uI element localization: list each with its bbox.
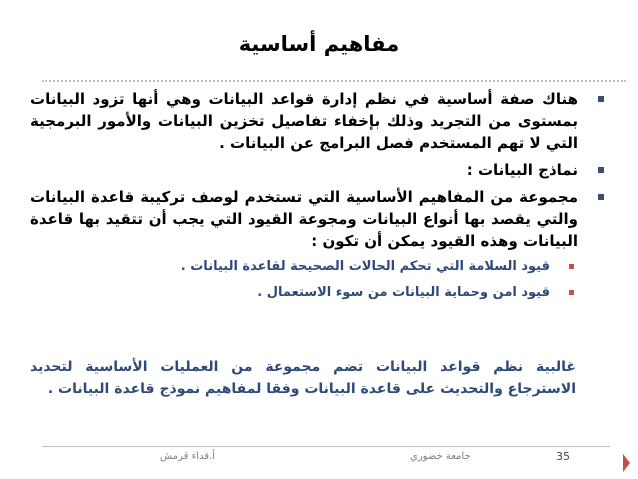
bullet-item (30, 159, 606, 181)
sub-bullet-item (30, 283, 606, 303)
sub-bullet-text: قيود امن وحماية البيانات من سوء الاستعمال . (257, 285, 550, 300)
slide-content (30, 88, 606, 309)
conclusion-text: غالبية نظم قواعد البيانات تضم مجموعة من العمليات الأساسية لتحديد الاسترجاع والتحديث على قاعدة البيانات وفقا لمفاهيم نموذج قاعدة البيانات . (30, 359, 576, 397)
bullet-item (30, 186, 606, 252)
square-bullet-icon (598, 167, 604, 173)
bullet-text: نماذج البيانات : (466, 161, 578, 179)
bullet-item (30, 88, 606, 154)
square-bullet-icon (569, 264, 574, 269)
bullet-text: مجموعة من المفاهيم الأساسية التي تستخدم لوصف تركيبة قاعدة البيانات والتي يقصد بها أنواع البيانات ومجوعة القيود التي يجب أن تتقيد بها قاعدة البيانات وهذه القيود يمكن أن تكون : (30, 188, 578, 250)
footer-divider (42, 446, 610, 447)
sub-bullet-item (30, 257, 606, 277)
slide-title: مفاهيم أساسية (238, 32, 400, 56)
square-bullet-icon (598, 194, 604, 200)
corner-accent-icon (623, 454, 630, 472)
footer-university: جامعة خضوري (410, 451, 471, 462)
square-bullet-icon (598, 96, 604, 102)
page-number: 35 (556, 450, 570, 463)
sub-bullet-text: قيود السلامة التي تحكم الحالات الصحيحة لقاعدة البيانات . (180, 259, 550, 274)
footer-author: أ.فداء قرمش (160, 451, 216, 462)
title-divider (42, 80, 626, 82)
square-bullet-icon (569, 290, 574, 295)
bullet-text: هناك صفة أساسية في نظم إدارة قواعد البيانات وهي أنها تزود البيانات بمستوى من التجريد وذلك بإخفاء تفاصيل تخزين البيانات والأمور البرمجية التي لا تهم المستخدم فصل البرامج عن البيانات . (30, 90, 578, 152)
